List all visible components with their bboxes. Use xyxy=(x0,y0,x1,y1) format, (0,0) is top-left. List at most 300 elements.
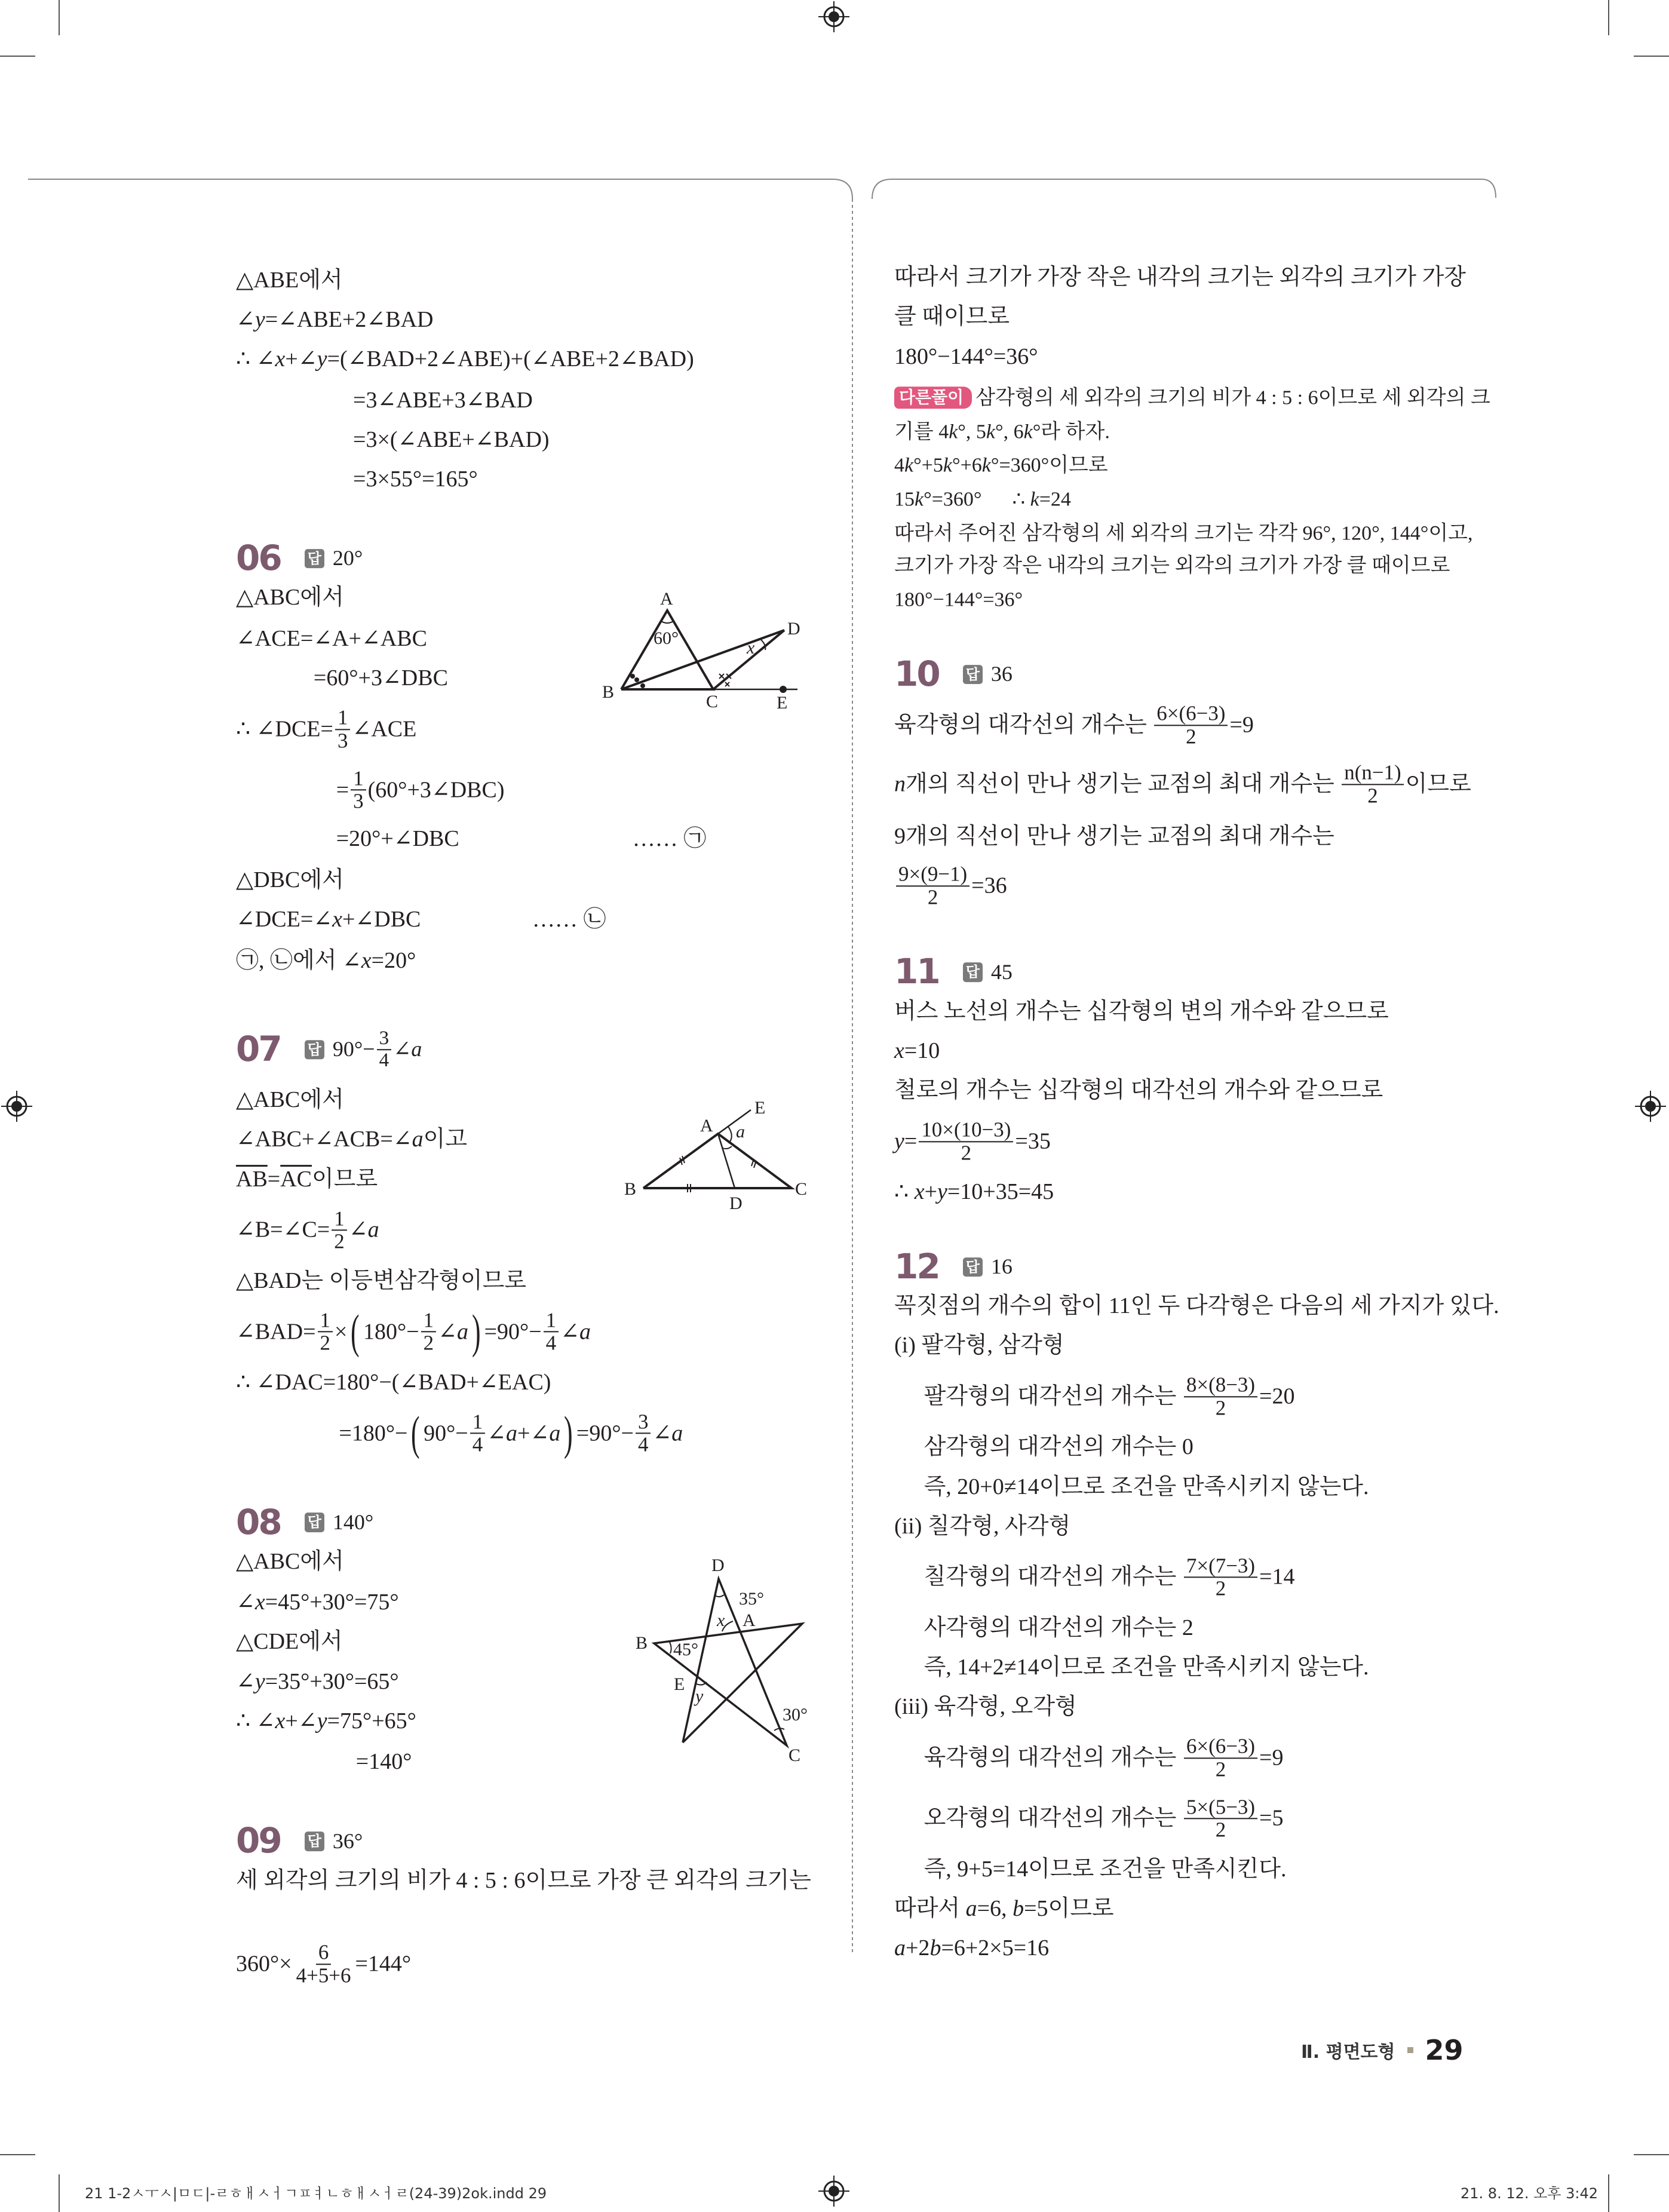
fraction-denominator: 2 xyxy=(961,1140,972,1164)
text-line xyxy=(353,428,550,453)
variable: a xyxy=(965,1895,977,1921)
math-text: 즉, 14+2≠14이므로 조건을 만족시키지 않는다. xyxy=(924,1654,1369,1680)
label-c: C xyxy=(706,692,719,711)
fraction xyxy=(896,864,970,909)
math-text: 삼각형의 세 외각의 크기의 비가 4 : 5 : 6이므로 세 외각의 크 xyxy=(975,386,1490,409)
math-text: △CDE에서 xyxy=(236,1629,343,1655)
math-text: =140° xyxy=(355,1749,412,1775)
problem-header xyxy=(236,539,363,578)
text-line xyxy=(356,1750,412,1775)
math-text: ∠ xyxy=(236,307,255,333)
math-text: °+6 xyxy=(952,454,982,477)
math-text: 20° xyxy=(332,546,363,570)
variable: k xyxy=(1030,488,1039,511)
math-text: 36 xyxy=(990,662,1013,686)
problem-header xyxy=(236,1029,422,1072)
text-line xyxy=(894,1333,1064,1358)
page-number: 29 xyxy=(1425,2034,1464,2066)
fraction-numerator: 1 xyxy=(421,1309,436,1333)
label-a-angle: a xyxy=(736,1122,745,1142)
math-text: =90°− xyxy=(576,1420,634,1446)
variable: b xyxy=(1013,1895,1024,1921)
math-text: =6+2×5=16 xyxy=(941,1935,1050,1961)
text-line xyxy=(894,702,1254,747)
variable: y xyxy=(894,1128,904,1153)
math-text: °=360° ∴ xyxy=(924,488,1030,511)
fraction xyxy=(1184,1796,1257,1841)
registration-mark-bottom xyxy=(818,2176,849,2207)
variable: k xyxy=(915,488,924,511)
text-line xyxy=(236,1670,399,1695)
label-y: y xyxy=(695,1686,704,1706)
text-line xyxy=(236,627,427,652)
variable: k xyxy=(981,454,991,477)
math-text: =144° xyxy=(355,1950,412,1976)
label-b: B xyxy=(624,1179,637,1199)
fraction-denominator: 2 xyxy=(1215,1396,1226,1420)
math-text: ∴ ∠ xyxy=(236,346,275,372)
math-text: +∠ xyxy=(517,1420,550,1446)
text-line xyxy=(894,305,1010,330)
math-text: ∠ xyxy=(487,1420,507,1446)
fraction-numerator: 6 xyxy=(316,1941,331,1965)
math-text: ∠ACE xyxy=(352,716,417,742)
text-line xyxy=(894,554,1450,576)
math-text: =60°+3∠DBC xyxy=(313,665,448,691)
fraction xyxy=(1184,1555,1257,1600)
math-text: 즉, 9+5=14이므로 조건을 만족시킨다. xyxy=(924,1856,1287,1882)
label-60: 60° xyxy=(654,628,679,648)
text-line xyxy=(236,1128,467,1153)
text-line xyxy=(894,1294,1499,1319)
variable: n xyxy=(894,771,906,797)
text-line xyxy=(236,707,416,751)
variable: x xyxy=(332,907,342,932)
math-text: =9 xyxy=(1259,1745,1284,1771)
variable: y xyxy=(317,1708,327,1734)
math-text: =10+35=45 xyxy=(947,1179,1054,1204)
problem-header xyxy=(236,1820,363,1861)
math-text: 기를 4 xyxy=(894,421,949,443)
label-e: E xyxy=(754,1098,766,1118)
fraction-numerator: 9×(9−1) xyxy=(896,864,970,887)
text-line xyxy=(236,1630,343,1655)
variable: x xyxy=(254,1590,265,1615)
text-line xyxy=(236,1167,378,1192)
math-text: 45 xyxy=(990,959,1013,984)
problem-number: 07 xyxy=(236,1029,281,1070)
variable: x xyxy=(275,1708,286,1734)
variable: x xyxy=(275,346,286,372)
math-text: =5 xyxy=(1259,1805,1284,1831)
fraction-numerator: 7×(7−3) xyxy=(1184,1555,1257,1578)
variable: x xyxy=(894,1038,904,1063)
math-text: 개의 직선이 만나 생기는 교점의 최대 개수는 xyxy=(906,771,1340,797)
fraction xyxy=(351,768,366,812)
text-line xyxy=(236,1208,379,1253)
math-text: 육각형의 대각선의 개수는 xyxy=(924,1745,1182,1771)
variable: x xyxy=(361,947,372,973)
answer-badge-icon: 답 xyxy=(963,665,983,684)
text-line xyxy=(894,522,1473,544)
math-text: (i) 팔각형, 삼각형 xyxy=(894,1333,1064,1358)
text-line xyxy=(236,347,694,372)
math-text: =3×55°=165° xyxy=(353,467,478,492)
math-text: △ABE에서 xyxy=(236,268,343,293)
text-line xyxy=(894,864,1007,909)
text-line xyxy=(894,1514,1070,1539)
fraction xyxy=(636,1411,651,1456)
problem-header xyxy=(894,953,1013,992)
math-text: 180°−144°=36° xyxy=(894,343,1038,369)
math-text: °, 6 xyxy=(995,421,1024,443)
text-line xyxy=(924,1435,1194,1461)
math-text: = xyxy=(904,1128,918,1153)
fraction-numerator: 8×(8−3) xyxy=(1184,1375,1257,1398)
text-line xyxy=(894,265,1466,290)
math-text: °, 5 xyxy=(958,421,986,443)
math-text: △ABC에서 xyxy=(236,1548,344,1574)
text-line xyxy=(339,1406,683,1459)
math-text: 이므로 xyxy=(1405,771,1471,797)
math-text: =180°− xyxy=(339,1420,408,1446)
equation-tag: …… ㉡ xyxy=(532,907,606,932)
math-text: =20 xyxy=(1259,1383,1295,1409)
label-d: D xyxy=(787,619,800,639)
print-slug-file: 21 1-2ㅅㅜㅅ|ㅁㄷ|-ㄹㅎㅐㅅㅓㄱㅍㅕㄴㅎㅐㅅㅓㄹ(24-39)2ok.indd 29 xyxy=(85,2185,547,2202)
math-text: 오각형의 대각선의 개수는 xyxy=(924,1805,1182,1831)
fraction-numerator: n(n−1) xyxy=(1342,762,1403,786)
fraction xyxy=(1342,762,1403,807)
text-line xyxy=(894,1039,940,1064)
math-text: °라 하자. xyxy=(1032,421,1110,443)
label-45: 45° xyxy=(673,1640,698,1659)
variable: k xyxy=(949,421,958,443)
variable: a xyxy=(549,1420,561,1446)
text-line xyxy=(924,1655,1369,1680)
equation-tag: …… ㉠ xyxy=(632,826,707,852)
text-line xyxy=(924,1796,1284,1841)
overlined-segment: $\overline{AC}$ xyxy=(280,1166,312,1192)
answer-value xyxy=(333,1511,373,1535)
alternative-solution-badge: 다른풀이 xyxy=(894,387,972,409)
math-text: 36° xyxy=(332,1828,363,1853)
fraction-denominator: 4 xyxy=(545,1331,557,1355)
fraction-numerator: 10×(10−3) xyxy=(919,1119,1013,1142)
right-column xyxy=(894,0,1499,2212)
answer-badge-icon: 답 xyxy=(305,1512,324,1532)
text-line xyxy=(894,455,1108,477)
math-text: ∠B=∠C= xyxy=(236,1217,330,1242)
variable: a xyxy=(456,1318,468,1344)
math-text: =6, xyxy=(977,1895,1013,1921)
registration-mark-left xyxy=(1,1091,32,1122)
math-text: 육각형의 대각선의 개수는 xyxy=(894,712,1153,738)
label-d: D xyxy=(729,1194,743,1213)
fraction-denominator: 2 xyxy=(320,1331,330,1355)
text-line xyxy=(894,345,1038,370)
answer-value xyxy=(333,1830,363,1854)
big-parenthesis: ( xyxy=(411,1406,421,1459)
label-30: 30° xyxy=(783,1705,808,1725)
text-line xyxy=(924,1475,1369,1500)
fraction-numerator: 1 xyxy=(318,1309,333,1333)
math-text: = xyxy=(267,1166,281,1192)
fraction-denominator: 3 xyxy=(337,729,348,753)
math-text: 사각형의 대각선의 개수는 2 xyxy=(924,1615,1194,1640)
print-slug-date: 21. 8. 12. 오후 3:42 xyxy=(1461,2185,1599,2202)
math-text: 180°−144°=36° xyxy=(894,588,1023,611)
text-line xyxy=(236,586,344,611)
math-text: =35 xyxy=(1015,1128,1051,1153)
text-line xyxy=(894,1119,1051,1164)
variable: y xyxy=(937,1179,947,1204)
math-text: =20° xyxy=(371,947,416,973)
label-c: C xyxy=(795,1179,808,1199)
math-text: =35°+30°=65° xyxy=(265,1668,399,1694)
math-text: ∠ xyxy=(348,1217,368,1242)
math-text: ∴ ∠DCE= xyxy=(236,716,333,742)
math-text: =(∠BAD+2∠ABE)+(∠ABE+2∠BAD) xyxy=(327,346,694,372)
answer-value xyxy=(333,1029,422,1072)
square-bullet-icon xyxy=(1407,2047,1413,2053)
label-b: B xyxy=(602,682,615,702)
math-text: +∠ xyxy=(285,1708,317,1734)
fraction-denominator: 2 xyxy=(1215,1818,1226,1842)
math-text: 삼각형의 대각선의 개수는 0 xyxy=(924,1434,1194,1460)
label-a: A xyxy=(660,589,673,609)
fraction xyxy=(335,707,350,751)
page-footer xyxy=(1301,2034,1464,2066)
fraction-denominator: 2 xyxy=(1215,1576,1226,1600)
text-line xyxy=(236,1550,344,1575)
fraction xyxy=(919,1119,1013,1164)
variable: a xyxy=(579,1318,591,1344)
text-line xyxy=(236,1088,344,1113)
math-text: 90°− xyxy=(332,1037,375,1061)
text-line xyxy=(894,488,1071,510)
label-e: E xyxy=(777,693,788,713)
math-text: =9 xyxy=(1229,712,1254,738)
label-x: x xyxy=(717,1610,725,1630)
answer-badge-icon: 답 xyxy=(305,1831,324,1851)
problem-header xyxy=(894,1248,1013,1286)
text-line xyxy=(236,1868,821,1894)
math-text: +∠ xyxy=(285,346,317,372)
problem-number: 08 xyxy=(236,1501,281,1542)
math-text: ㉠, ㉡에서 ∠ xyxy=(236,947,361,973)
label-a: A xyxy=(743,1610,756,1630)
fraction-numerator: 1 xyxy=(544,1309,559,1333)
math-text: 따라서 크기가 가장 작은 내각의 크기는 외각의 크기가 가장 xyxy=(894,265,1466,290)
label-c: C xyxy=(789,1745,801,1765)
text-line xyxy=(924,1735,1284,1780)
answer-value xyxy=(991,961,1013,984)
text-line xyxy=(894,1695,1077,1720)
answer-value xyxy=(991,662,1013,686)
math-text: 9개의 직선이 만나 생기는 교점의 최대 개수는 xyxy=(894,823,1334,849)
text-line xyxy=(894,386,1490,409)
variable: a xyxy=(671,1420,683,1446)
math-text: =36 xyxy=(971,873,1007,898)
math-text: =20°+∠DBC xyxy=(336,826,459,852)
math-text: 4 xyxy=(894,454,904,477)
text-line xyxy=(894,1078,1383,1103)
text-line xyxy=(236,1590,399,1615)
problem-number: 10 xyxy=(894,654,939,695)
math-text: ∠ xyxy=(652,1420,672,1446)
math-text: =3∠ABE+3∠BAD xyxy=(353,387,533,413)
registration-mark-right xyxy=(1635,1091,1666,1122)
fraction xyxy=(1184,1375,1257,1419)
answer-badge-icon: 답 xyxy=(305,549,324,568)
math-text: (ii) 칠각형, 사각형 xyxy=(894,1513,1071,1539)
text-line xyxy=(353,388,533,413)
fraction-denominator: 2 xyxy=(1186,725,1196,748)
math-text: (iii) 육각형, 오각형 xyxy=(894,1694,1077,1720)
fraction xyxy=(377,1029,392,1072)
answer-badge-icon: 답 xyxy=(305,1040,324,1059)
math-text: △DBC에서 xyxy=(236,867,344,892)
text-line xyxy=(236,1269,526,1294)
problem-number: 12 xyxy=(894,1246,939,1287)
text-line xyxy=(353,467,478,492)
fraction-denominator: 2 xyxy=(1367,784,1378,808)
fraction xyxy=(421,1309,436,1354)
problem-number: 11 xyxy=(894,951,939,992)
big-parenthesis: ) xyxy=(471,1305,481,1358)
fraction-numerator: 6×(6−3) xyxy=(1184,1735,1257,1759)
answer-value xyxy=(991,1255,1013,1279)
math-text: ∠ xyxy=(236,1590,255,1615)
math-text: =24 xyxy=(1039,488,1071,511)
fraction-numerator: 6×(6−3) xyxy=(1154,702,1228,726)
text-line xyxy=(236,907,606,932)
math-text: °=360°이므로 xyxy=(990,454,1108,477)
big-parenthesis: ) xyxy=(564,1406,573,1459)
math-text: ∴ ∠ xyxy=(236,1708,275,1734)
math-text: ∠ABC+∠ACB=∠ xyxy=(236,1127,412,1152)
label-x: x xyxy=(747,638,755,658)
math-text: 140° xyxy=(332,1510,374,1534)
text-line xyxy=(924,1555,1295,1600)
math-text: 세 외각의 크기의 비가 4 : 5 : 6이므로 가장 큰 외각의 크기는 xyxy=(236,1867,811,1893)
math-text: △ABC에서 xyxy=(236,1087,344,1113)
text-line xyxy=(314,666,448,691)
text-line xyxy=(236,1370,551,1395)
math-text: 이고 xyxy=(423,1127,468,1152)
text-line xyxy=(894,588,1023,610)
label-b: B xyxy=(636,1633,648,1653)
math-text: ∴ ∠DAC=180°−(∠BAD+∠EAC) xyxy=(236,1369,551,1395)
text-line xyxy=(924,1616,1194,1641)
math-text: 팔각형의 대각선의 개수는 xyxy=(924,1383,1182,1409)
math-text: 따라서 주어진 삼각형의 세 외각의 크기는 각각 96°, 120°, 144°이고, xyxy=(894,522,1473,545)
label-a: A xyxy=(700,1116,713,1136)
fraction-denominator: 2 xyxy=(334,1229,345,1253)
math-text: +∠DBC xyxy=(342,907,421,932)
math-text: + xyxy=(924,1179,937,1204)
fraction-numerator: 1 xyxy=(351,768,366,791)
math-text: 이므로 xyxy=(312,1166,378,1192)
math-text: ∠ xyxy=(236,1668,255,1694)
fraction-denominator: 4 xyxy=(379,1049,389,1072)
math-text: 크기가 가장 작은 내각의 크기는 외각의 크기가 가장 클 때이므로 xyxy=(894,554,1450,577)
fraction-denominator: 4 xyxy=(472,1432,483,1456)
math-text: 180°− xyxy=(363,1318,419,1344)
math-text: +2 xyxy=(906,1935,930,1961)
math-text: ∠DCE=∠ xyxy=(236,907,333,932)
fraction-numerator: 1 xyxy=(335,707,350,730)
math-text: 버스 노선의 개수는 십각형의 변의 개수와 같으므로 xyxy=(894,998,1389,1024)
variable: a xyxy=(367,1217,379,1242)
math-text: 철로의 개수는 십각형의 대각선의 개수와 같으므로 xyxy=(894,1077,1383,1103)
problem-number: 09 xyxy=(236,1820,281,1861)
text-line xyxy=(336,826,707,852)
math-text: ∴ xyxy=(894,1179,915,1204)
text-line xyxy=(236,308,434,333)
text-line xyxy=(236,1709,416,1734)
text-line xyxy=(894,762,1471,807)
fraction xyxy=(294,1941,354,1986)
math-text: ∠ xyxy=(438,1318,457,1344)
registration-mark-top xyxy=(818,1,849,32)
fraction-numerator: 3 xyxy=(377,1029,392,1051)
answer-value xyxy=(333,547,363,571)
math-text: 칠각형의 대각선의 개수는 xyxy=(924,1564,1182,1590)
math-text: 90°− xyxy=(424,1420,468,1446)
fraction-denominator: 4+5+6 xyxy=(296,1963,351,1987)
variable: a xyxy=(506,1420,518,1446)
big-parenthesis: ( xyxy=(351,1305,360,1358)
math-text: ∠ xyxy=(393,1037,412,1061)
problem-header xyxy=(236,1501,374,1542)
math-text: 꼭짓점의 개수의 합이 11인 두 다각형은 다음의 세 가지가 있다. xyxy=(894,1293,1499,1319)
answer-badge-icon: 답 xyxy=(963,962,983,981)
fraction-numerator: 3 xyxy=(636,1411,651,1434)
variable: k xyxy=(943,454,952,477)
label-e: E xyxy=(674,1674,685,1694)
text-line xyxy=(894,1936,1049,1961)
label-35: 35° xyxy=(739,1589,764,1609)
math-text: =5이므로 xyxy=(1024,1895,1114,1921)
text-line xyxy=(894,421,1110,443)
math-text: ∠BAD= xyxy=(236,1318,316,1344)
math-text: △BAD는 이등변삼각형이므로 xyxy=(236,1268,527,1293)
math-text: 360°× xyxy=(236,1950,292,1976)
math-text: △ABC에서 xyxy=(236,585,344,610)
text-line xyxy=(236,1305,591,1358)
math-text: 16 xyxy=(990,1254,1013,1279)
variable: b xyxy=(929,1935,941,1961)
math-text: ∠ xyxy=(560,1318,579,1344)
fraction xyxy=(470,1411,485,1456)
math-text: =10 xyxy=(904,1038,940,1063)
problem-number: 06 xyxy=(236,538,281,579)
text-line xyxy=(924,1857,1287,1882)
fraction xyxy=(1184,1735,1257,1780)
overlined-segment: $\overline{AB}$ xyxy=(236,1166,268,1192)
fraction-numerator: 5×(5−3) xyxy=(1184,1796,1257,1820)
fraction xyxy=(332,1208,346,1253)
text-line xyxy=(894,999,1389,1024)
variable: k xyxy=(986,421,995,443)
left-column xyxy=(236,0,821,2212)
text-line xyxy=(236,1941,411,1986)
fraction-numerator: 1 xyxy=(470,1411,485,1434)
variable: a xyxy=(411,1037,422,1061)
fraction-denominator: 4 xyxy=(637,1432,649,1456)
